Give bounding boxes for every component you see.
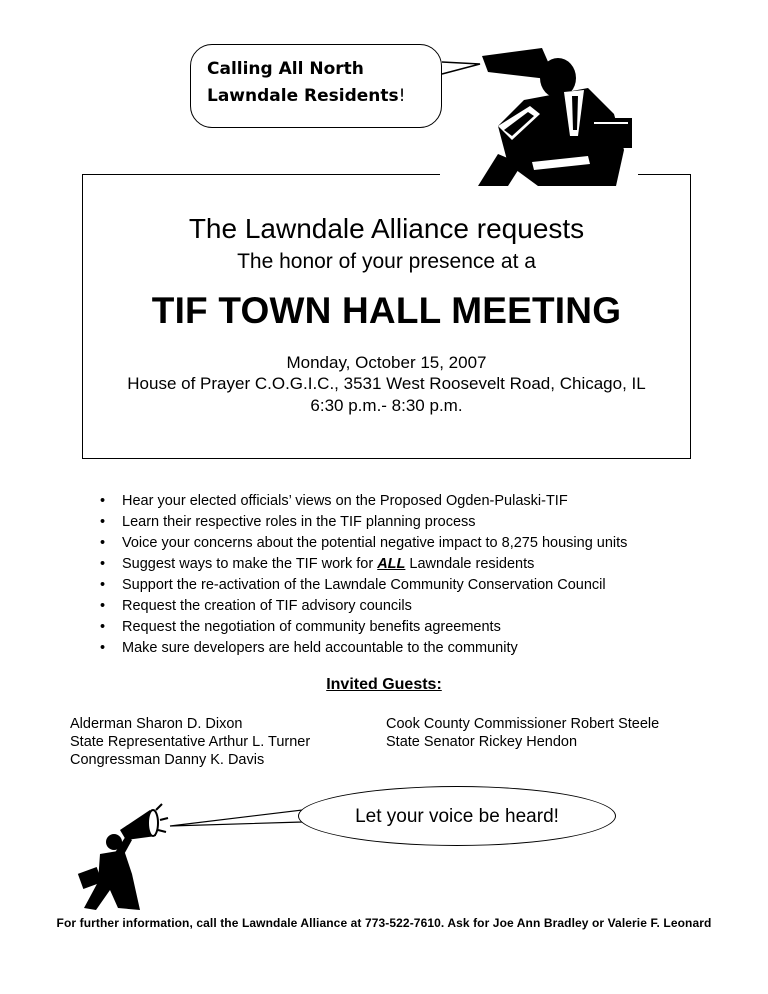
event-date: Monday, October 15, 2007 <box>286 353 487 372</box>
invite-line-2: The honor of your presence at a <box>237 250 536 273</box>
guest-name: Alderman Sharon D. Dixon <box>70 716 243 732</box>
callout-line-2-tail: ! <box>398 86 406 106</box>
megaphone-person-icon <box>70 800 310 916</box>
event-location: House of Prayer C.O.G.I.C., 3531 West Roosevelt Road, Chicago, IL <box>127 374 646 393</box>
list-item-pre: Suggest ways to make the TIF work for <box>122 556 378 572</box>
list-item-post: Lawndale residents <box>405 556 535 572</box>
event-time: 6:30 p.m.- 8:30 p.m. <box>310 396 463 415</box>
callout-text <box>207 56 405 110</box>
guest-name: State Senator Rickey Hendon <box>386 734 578 750</box>
bottom-bubble-text: Let your voice be heard! <box>355 806 559 827</box>
list-item: • Support the re-activation of the Lawndale Community Conservation Council <box>100 575 627 596</box>
guest-name: State Representative Arthur L. Turner <box>70 734 311 750</box>
callout-line-2 <box>207 83 405 110</box>
guests-right-column <box>386 715 659 751</box>
guests-left-column <box>70 715 310 769</box>
list-item: • Make sure developers are held accountable to the community <box>100 638 627 659</box>
list-item: • Learn their respective roles in the TIF planning process <box>100 512 627 533</box>
footer-contact: For further information, call the Lawndale Alliance at 773-522-7610. Ask for Joe Ann Bradley or Valerie F. Leonard <box>56 916 712 930</box>
agenda-list <box>100 491 627 659</box>
list-item-emphasis: ALL <box>377 556 406 572</box>
invited-guests-heading: Invited Guests: <box>326 676 442 693</box>
guest-name: Congressman Danny K. Davis <box>70 752 265 768</box>
guest-name: Cook County Commissioner Robert Steele <box>386 716 660 732</box>
callout-line-1: Calling All North <box>207 59 364 79</box>
invite-line-1: The Lawndale Alliance requests <box>188 213 585 244</box>
megaphone-man-icon <box>438 44 638 190</box>
list-item: • Request the creation of TIF advisory councils <box>100 596 627 617</box>
callout-line-2-main: Lawndale Residents <box>207 86 399 106</box>
page-title: TIF TOWN HALL MEETING <box>151 290 622 331</box>
list-item <box>100 554 627 575</box>
list-item: • Request the negotiation of community benefits agreements <box>100 617 627 638</box>
list-item: • Hear your elected officials’ views on the Proposed Ogden-Pulaski-TIF <box>100 491 627 512</box>
list-item: • Voice your concerns about the potential negative impact to 8,275 housing units <box>100 533 627 554</box>
